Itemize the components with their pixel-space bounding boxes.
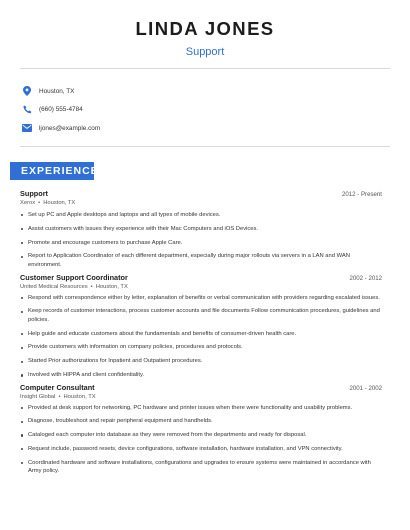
contact-info xyxy=(22,82,100,138)
job-bullet: Help guide and educate customers about the fundamentals and benefits of consumer-driven health care. xyxy=(20,330,382,339)
job-bullet: Request include, password resets, device configurations, software installation, hardware installation, and VPN connectivity. xyxy=(20,445,382,454)
job-bullet: Set up PC and Apple desktops and laptops and all types of mobile devices. xyxy=(20,211,382,220)
job-entry xyxy=(20,383,382,476)
job-location: Houston, TX xyxy=(63,393,96,400)
job-bullet: Promote and encourage customers to purchase Apple Care. xyxy=(20,239,382,248)
contact-divider xyxy=(20,146,390,147)
job-bullets xyxy=(20,404,382,476)
job-location: Houston, TX xyxy=(43,200,76,206)
candidate-name: LINDA JONES xyxy=(135,18,275,39)
job-bullet: Started Prior authorizations for Inpatient and Outpatient procedures. xyxy=(20,357,382,366)
job-company: Xerox xyxy=(20,200,36,206)
contact-email xyxy=(22,119,100,137)
job-bullet: Cataloged each computer into database as they were removed from the departments and ready for disposal. xyxy=(20,431,382,440)
job-dates: 2012 - Present xyxy=(342,191,382,198)
experience-list xyxy=(20,189,382,481)
job-bullet: Coordinated hardware and software installations, configurations and upgrades to ensure systems were maintained in accordance with Army policy. xyxy=(20,459,382,476)
contact-email-text: ljones@example.com xyxy=(39,124,101,132)
job-company: United Medical Resources xyxy=(20,283,88,290)
job-entry xyxy=(20,273,382,380)
job-bullet: Report to Application Coordinator of each different department, especially during major rollouts via servers in a LAN and WAN environment. xyxy=(20,252,382,269)
header-divider xyxy=(20,68,390,69)
job-bullet: Involved with HIPPA and client confidentiality. xyxy=(20,371,382,380)
job-dates: 2001 - 2002 xyxy=(349,384,382,392)
experience-heading xyxy=(10,162,99,180)
job-company-line: United Medical Resources • Houston, TX xyxy=(20,283,128,290)
contact-location-text: Houston, TX xyxy=(39,87,75,95)
candidate-title: Support xyxy=(185,46,225,58)
job-title: Support xyxy=(20,189,48,198)
job-bullet: Provide customers with information on company policies, procedures and protocols. xyxy=(20,343,382,352)
email-icon xyxy=(22,123,32,133)
job-company: Insight Global xyxy=(20,393,56,400)
phone-icon xyxy=(22,105,32,115)
contact-location xyxy=(22,82,100,100)
job-title: Customer Support Coordinator xyxy=(20,272,128,282)
job-bullet: Diagnose, troubleshoot and repair peripheral equipment and handhelds. xyxy=(20,417,382,426)
contact-phone-text: (660) 555-4784 xyxy=(39,106,83,113)
job-bullet: Respond with correspondence either by letter, explanation of benefits or verbal communication with providers regarding escalated issues. xyxy=(20,294,382,303)
job-title: Computer Consultant xyxy=(20,382,95,392)
contact-phone xyxy=(22,101,100,119)
job-location: Houston, TX xyxy=(95,283,128,290)
job-entry xyxy=(20,189,382,270)
experience-heading-text: EXPERIENCE xyxy=(21,165,99,177)
job-company-line: Insight Global • Houston, TX xyxy=(20,393,96,400)
job-bullet: Keep records of customer interactions, process customer accounts and file documents Follow communication procedures, guidelines and policies. xyxy=(20,307,382,324)
job-bullet: Provided at desk support for networking, PC hardware and printer issues when there were functionality and usability problems. xyxy=(20,404,382,413)
job-bullets xyxy=(20,294,382,380)
job-bullets xyxy=(20,211,382,270)
resume-header xyxy=(0,18,410,59)
job-bullet: Assist customers with issues they experience with their Mac Computers and iOS Devices. xyxy=(20,225,382,234)
job-company-line: Xerox • Houston, TX xyxy=(20,200,76,206)
job-dates: 2002 - 2012 xyxy=(349,274,382,282)
location-pin-icon xyxy=(22,86,32,96)
